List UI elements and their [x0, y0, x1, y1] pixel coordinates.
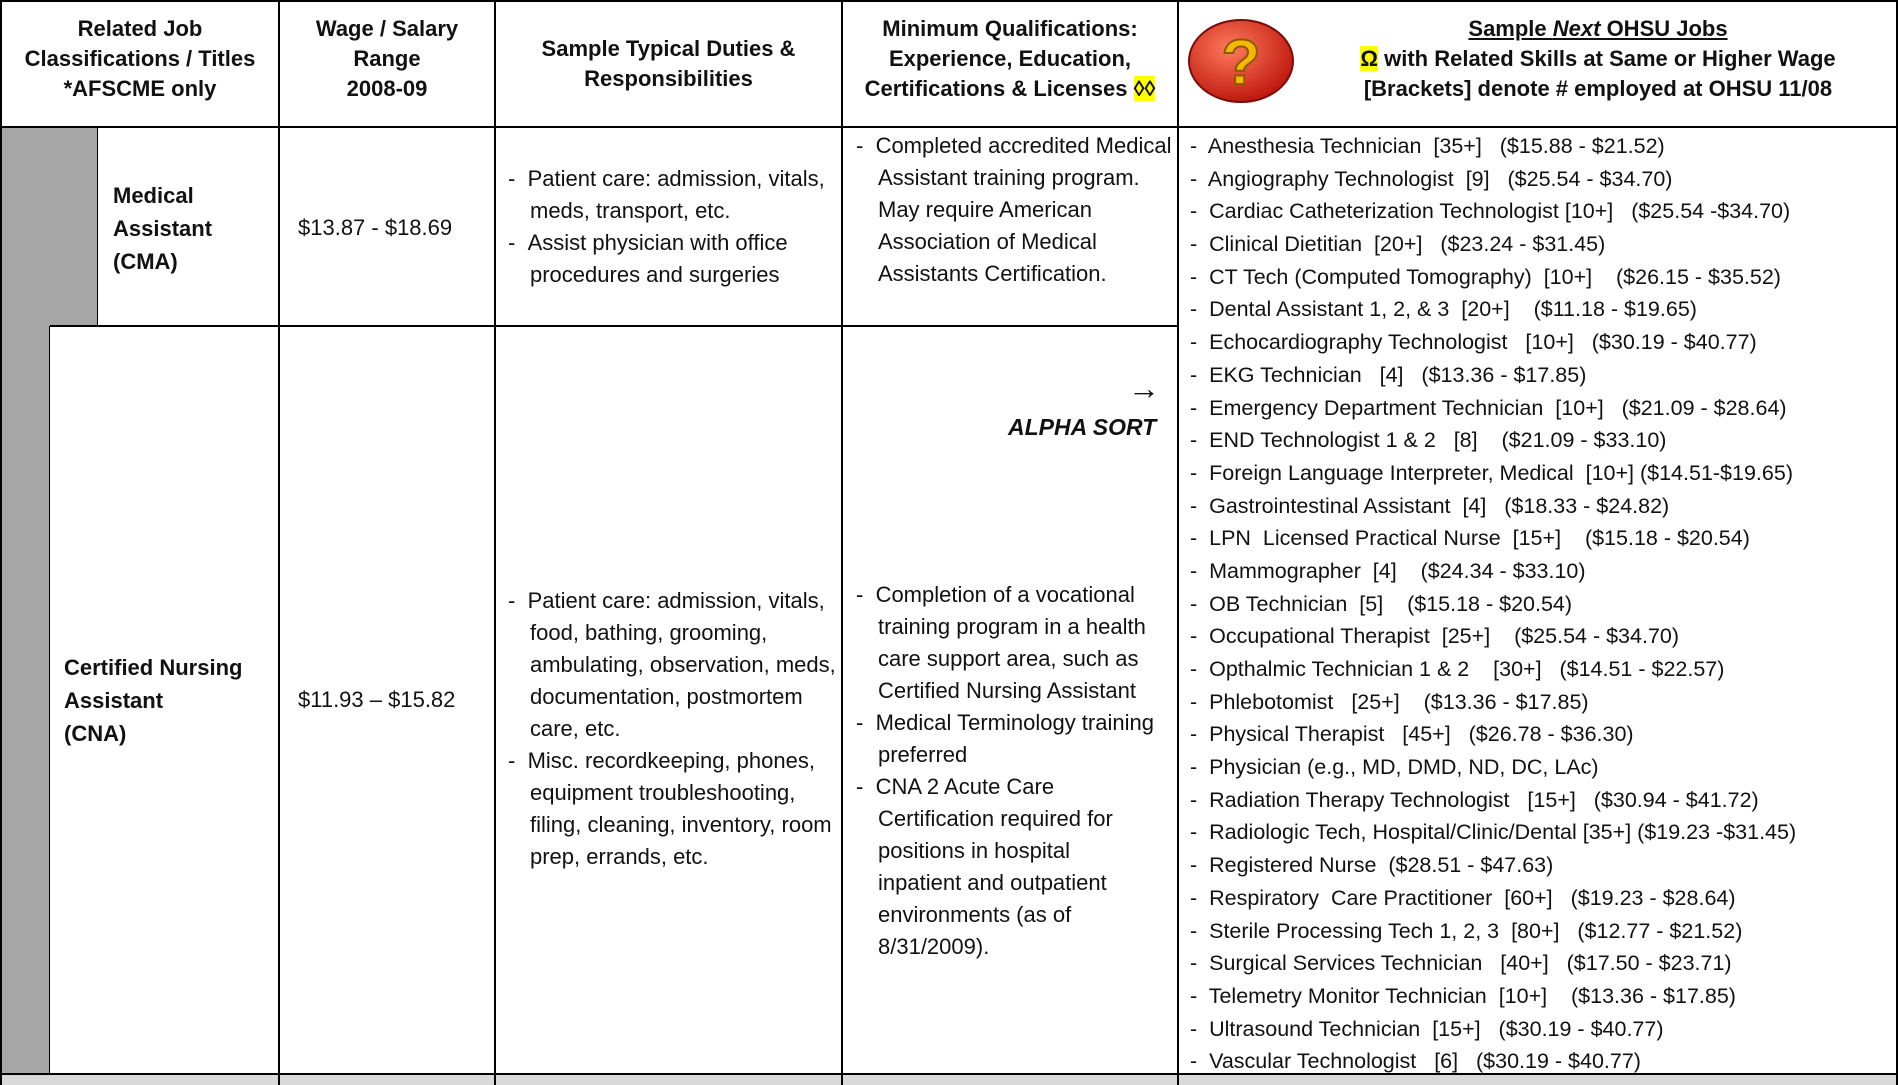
cma-duties: - Patient care: admission, vitals, meds, transport, etc. - Assist physician with office procedures and surgeries [508, 166, 825, 287]
next-job-item: - Cardiac Catheterization Technologist [10+] ($25.54 -$34.70) [1190, 199, 1791, 224]
row-divider [50, 325, 1178, 327]
col-border-0 [0, 0, 2, 1085]
cna-gray-band [0, 326, 50, 1074]
next-job-item: - Dental Assistant 1, 2, & 3 [20+] ($11.18 - $19.65) [1190, 297, 1697, 322]
question-mark-badge-icon [1186, 18, 1296, 104]
next-job-item: - Emergency Department Technician [10+] ($21.09 - $28.64) [1190, 395, 1787, 420]
next-job-item: - Foreign Language Interpreter, Medical [10+] ($14.51-$19.65) [1190, 460, 1793, 485]
col-border-2 [494, 0, 496, 1085]
alpha-sort-label: ALPHA SORT [1008, 414, 1157, 440]
header-next-jobs: Sample Next OHSU Jobs Ω with Related Skills at Same or Higher Wage [Brackets] denote # employed at OHSU 11/08 [1360, 16, 1836, 101]
right-arrow-icon: → [1128, 370, 1160, 406]
cma-qualifications: - Completed accredited Medical Assistant training program. May require American Association of Medical Assistants Certification. [856, 133, 1172, 286]
header-qualifications: Minimum Qualifications: Experience, Education, Certifications & Licenses ◊◊ [864, 16, 1156, 101]
next-job-item: - Physician (e.g., MD, DMD, ND, DC, LAc) [1190, 755, 1599, 780]
cna-band-border [49, 326, 50, 1074]
col-border-4 [1177, 0, 1179, 1085]
next-job-item: - Radiologic Tech, Hospital/Clinic/Dental [35+] ($19.23 -$31.45) [1190, 820, 1797, 845]
header-wage-range: Wage / Salary Range 2008-09 [315, 16, 459, 101]
header-job-titles: Related Job Classifications / Titles *AFSCME only [24, 16, 256, 101]
next-job-item: - Mammographer [4] ($24.34 - $33.10) [1190, 558, 1586, 583]
next-job-item: - Registered Nurse ($28.51 - $47.63) [1190, 853, 1554, 878]
next-job-item: - Radiation Therapy Technologist [15+] ($30.94 - $41.72) [1190, 787, 1759, 812]
cma-wage: $13.87 - $18.69 [298, 215, 453, 240]
next-job-item: - Sterile Processing Tech 1, 2, 3 [80+] ($12.77 - $21.52) [1190, 918, 1743, 943]
cma-gray-band [0, 128, 98, 326]
header-bottom-border [0, 126, 1898, 128]
col-border-1 [278, 0, 280, 1085]
cna-wage: $11.93 – $15.82 [298, 687, 456, 712]
diamond-marker: ◊◊ [1133, 76, 1156, 101]
next-job-item: - Anesthesia Technician [35+] ($15.88 - $21.52) [1190, 134, 1665, 158]
table-top-border [0, 0, 1898, 2]
next-job-item: - Gastrointestinal Assistant [4] ($18.33 - $24.82) [1190, 493, 1670, 518]
cma-title: Medical Assistant (CMA) [113, 183, 213, 274]
next-job-item: - EKG Technician [4] ($13.36 - $17.85) [1190, 362, 1587, 387]
cna-title: Certified Nursing Assistant (CNA) [64, 655, 243, 746]
header-duties: Sample Typical Duties & Responsibilities [541, 36, 796, 91]
omega-marker: Ω [1360, 46, 1378, 71]
next-job-item: - Echocardiography Technologist [10+] ($30.19 - $40.77) [1190, 330, 1757, 355]
col-border-3 [841, 0, 843, 1085]
next-job-item: - CT Tech (Computed Tomography) [10+] ($26.15 - $35.52) [1190, 264, 1781, 289]
next-job-item: - Physical Therapist [45+] ($26.78 - $36.30) [1190, 722, 1634, 747]
next-job-item: - Angiography Technologist [9] ($25.54 - $34.70) [1190, 166, 1673, 191]
cna-qualifications: - Completion of a vocational training program in a health care support area, such as Certified Nursing Assistant - Medical Terminology training preferred - CNA 2 Acute Care Certification required for positions in hospital inpatient and outpatient environments (as of 8/31/2009). [856, 582, 1154, 959]
next-job-item: - Opthalmic Technician 1 & 2 [30+] ($14.51 - $22.57) [1190, 657, 1725, 681]
next-job-item: - Occupational Therapist [25+] ($25.54 - $34.70) [1190, 624, 1680, 649]
next-job-item: - Respiratory Care Practitioner [60+] ($19.23 - $28.64) [1190, 885, 1736, 910]
next-job-item: - Phlebotomist [25+] ($13.36 - $17.85) [1190, 689, 1589, 714]
cna-duties: - Patient care: admission, vitals, food, bathing, grooming, ambulating, observation, meds, documentation, postmortem care, etc. - Misc. recordkeeping, phones, equipment troubleshooting, filing, cleaning, inventory, room prep, errands, etc. [508, 588, 836, 869]
next-job-item: - LPN Licensed Practical Nurse [15+] ($15.18 - $20.54) [1190, 526, 1750, 551]
next-job-item: - Ultrasound Technician [15+] ($30.19 - $40.77) [1190, 1016, 1664, 1041]
next-job-item: - Surgical Services Technician [40+] ($17.50 - $23.71) [1190, 951, 1732, 976]
cma-band-border [97, 128, 98, 326]
next-job-item: - OB Technician [5] ($15.18 - $20.54) [1190, 591, 1573, 616]
next-jobs-list [1190, 130, 1796, 1078]
next-job-item: - Clinical Dietitian [20+] ($23.24 - $31.45) [1190, 232, 1606, 257]
next-job-item: - Telemetry Monitor Technician [10+] ($13.36 - $17.85) [1190, 983, 1736, 1008]
next-job-item: - END Technologist 1 & 2 [8] ($21.09 - $33.10) [1190, 428, 1667, 453]
next-job-item: - Vascular Technologist [6] ($30.19 - $40.77) [1190, 1049, 1641, 1074]
svg-text:?: ? [1221, 26, 1261, 98]
